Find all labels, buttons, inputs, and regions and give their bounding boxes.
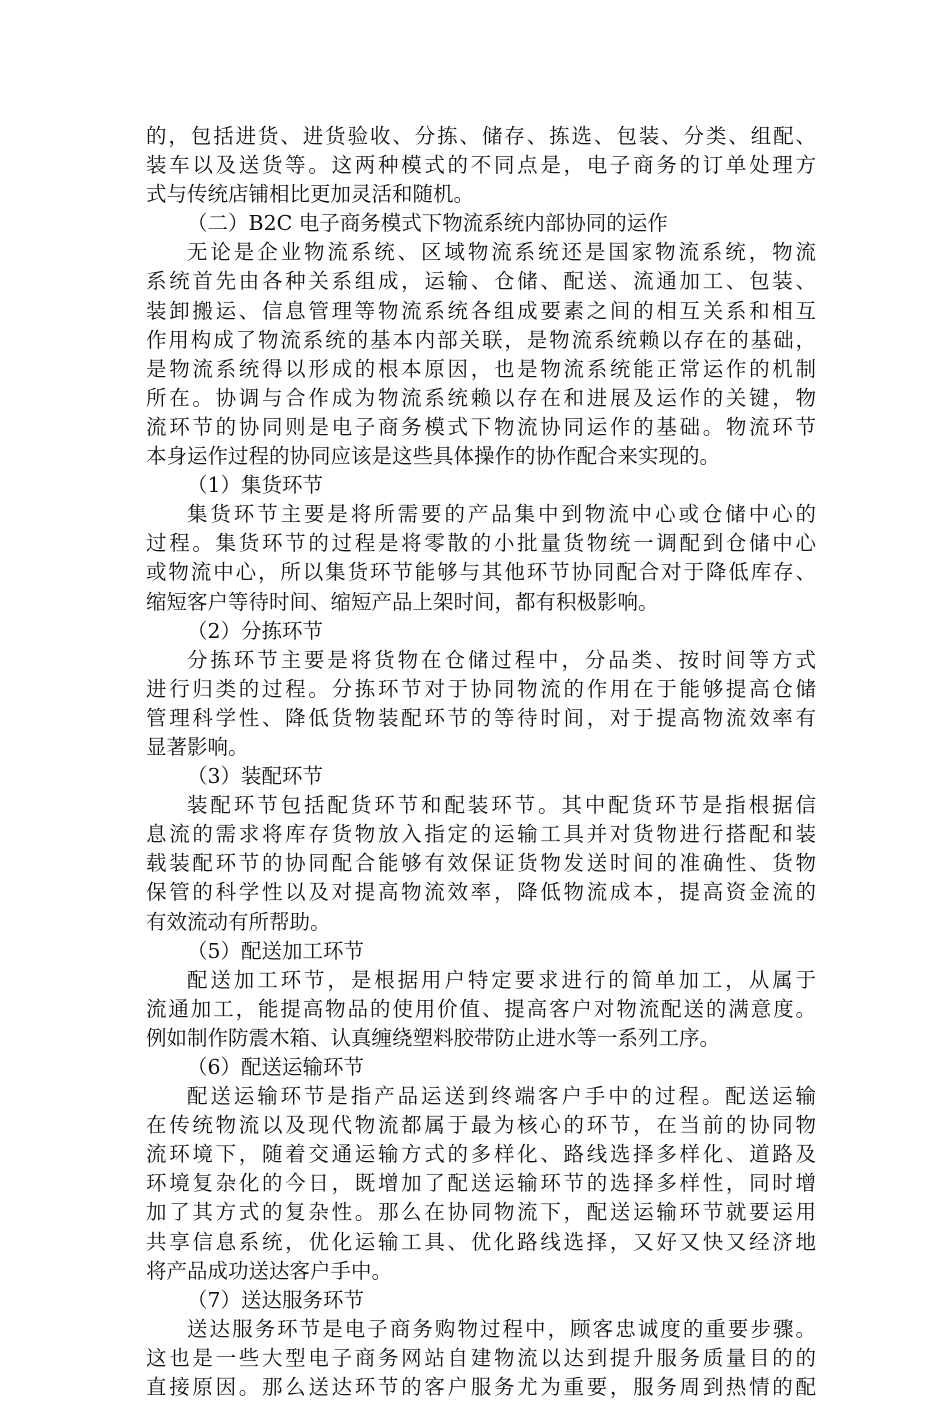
paragraph-line: 流环节的协同则是电子商务模式下物流协同运作的基础。物流环节: [146, 414, 816, 439]
document-body: [146, 122, 816, 1402]
paragraph-first-line: 分拣环节主要是将货物在仓储过程中，分品类、按时间等方式: [187, 647, 816, 672]
section-heading: （二）B2C 电子商务模式下物流系统内部协同的运作: [187, 211, 668, 236]
section-heading: （2）分拣环节: [187, 618, 324, 643]
document-page: [146, 122, 816, 1402]
paragraph-line: 息流的需求将库存货物放入指定的运输工具并对货物进行搭配和装: [146, 822, 816, 847]
paragraph-first-line: 配送运输环节是指产品运送到终端客户手中的过程。配送运输: [187, 1084, 816, 1109]
paragraph-line: 载装配环节的协同配合能够有效保证货物发送时间的准确性、货物: [146, 851, 816, 876]
paragraph-line: 直接原因。那么送达环节的客户服务尤为重要，服务周到热情的配: [146, 1375, 816, 1400]
paragraph-line: 在传统物流以及现代物流都属于最为核心的环节，在当前的协同物: [146, 1113, 816, 1138]
paragraph-line: 将产品成功送达客户手中。: [146, 1258, 392, 1283]
paragraph-first-line: 集货环节主要是将所需要的产品集中到物流中心或仓储中心的: [187, 502, 816, 527]
section-heading: （7）送达服务环节: [187, 1287, 365, 1312]
paragraph-line: 流环境下，随着交通运输方式的多样化、路线选择多样化、道路及: [146, 1142, 816, 1167]
paragraph-line: 例如制作防震木箱、认真缠绕塑料胶带防止进水等一系列工序。: [146, 1025, 720, 1050]
paragraph-line: 装车以及送货等。这两种模式的不同点是，电子商务的订单处理方: [146, 153, 816, 178]
paragraph-line: 保管的科学性以及对提高物流效率，降低物流成本，提高资金流的: [146, 880, 816, 905]
section-heading: （6）配送运输环节: [187, 1055, 365, 1079]
section-heading: （5）配送加工环节: [187, 938, 365, 963]
paragraph-line: 是物流系统得以形成的根本原因，也是物流系统能正常运作的机制: [146, 356, 816, 381]
section-heading: （3）装配环节: [187, 764, 324, 789]
paragraph-line: 式与传统店铺相比更加灵活和随机。: [146, 182, 474, 207]
paragraph-line: 进行归类的过程。分拣环节对于协同物流的作用在于能够提高仓储: [146, 676, 816, 701]
paragraph-line: 过程。集货环节的过程是将零散的小批量货物统一调配到仓储中心: [146, 531, 816, 556]
paragraph-first-line: 装配环节包括配货环节和配装环节。其中配货环节是指根据信: [187, 793, 816, 818]
paragraph-line: 显著影响。: [146, 734, 249, 759]
paragraph-line: 加了其方式的复杂性。那么在协同物流下，配送运输环节就要运用: [146, 1200, 816, 1225]
paragraph-line: 的，包括进货、进货验收、分拣、储存、拣选、包装、分类、组配、: [146, 124, 816, 148]
paragraph-line: 作用构成了物流系统的基本内部关联，是物流系统赖以存在的基础，: [146, 327, 816, 352]
paragraph-first-line: 配送加工环节，是根据用户特定要求进行的简单加工，从属于: [187, 967, 816, 992]
paragraph-line: 缩短客户等待时间、缩短产品上架时间，都有积极影响。: [146, 589, 659, 614]
paragraph-line: 流通加工，能提高物品的使用价值、提高客户对物流配送的满意度。: [146, 996, 816, 1021]
paragraph-line: 有效流动有所帮助。: [146, 909, 331, 934]
paragraph-first-line: 无论是企业物流系统、区域物流系统还是国家物流系统，物流: [187, 240, 816, 265]
paragraph-line: 管理科学性、降低货物装配环节的等待时间，对于提高物流效率有: [146, 705, 816, 730]
paragraph-line: 环境复杂化的今日，既增加了配送运输环节的选择多样性，同时增: [146, 1171, 816, 1196]
paragraph-line: 所在。协调与合作成为物流系统赖以存在和进展及运作的关键，物: [146, 385, 816, 410]
paragraph-first-line: 送达服务环节是电子商务购物过程中，顾客忠诚度的重要步骤。: [187, 1316, 816, 1341]
paragraph-line: 共享信息系统，优化运输工具、优化路线选择，又好又快又经济地: [146, 1229, 816, 1254]
paragraph-line: 这也是一些大型电子商务网站自建物流以达到提升服务质量目的的: [146, 1345, 816, 1370]
paragraph-line: 或物流中心，所以集货环节能够与其他环节协同配合对于降低库存、: [146, 560, 816, 585]
paragraph-line: 本身运作过程的协同应该是这些具体操作的协作配合来实现的。: [146, 444, 720, 469]
paragraph-line: 系统首先由各种关系组成，运输、仓储、配送、流通加工、包装、: [146, 269, 816, 294]
section-heading: （1）集货环节: [187, 473, 324, 498]
paragraph-line: 装卸搬运、信息管理等物流系统各组成要素之间的相互关系和相互: [146, 298, 816, 323]
